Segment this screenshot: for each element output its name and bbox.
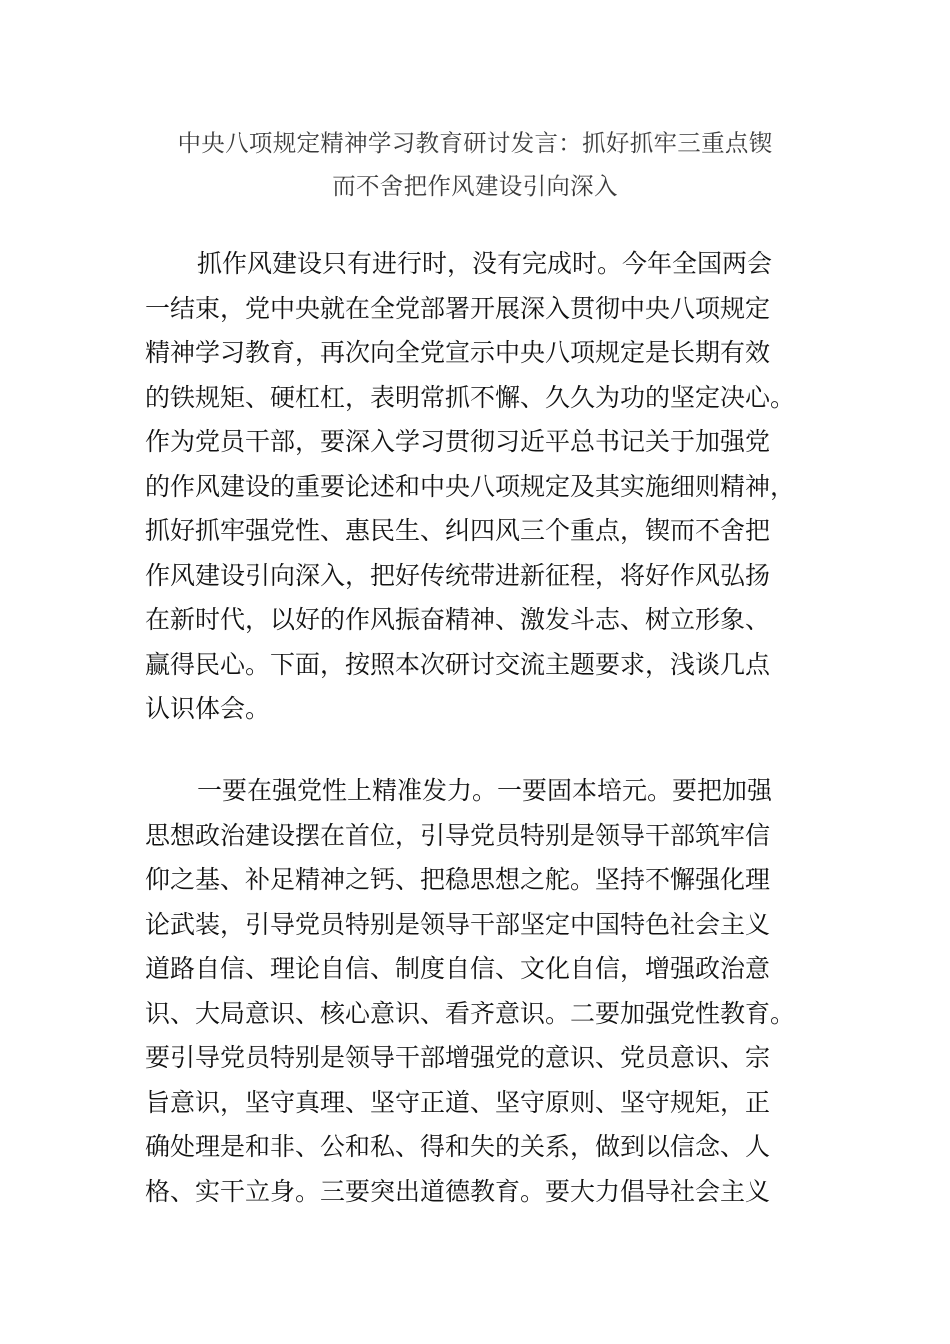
- paragraph-line: 精神学习教育，再次向全党宣示中央八项规定是长期有效: [145, 338, 771, 367]
- paragraph-line: 赢得民心。下面，按照本次研讨交流主题要求，浅谈几点: [145, 649, 771, 679]
- paragraph-line: 确处理是和非、公和私、得和失的关系，做到以信念、人: [145, 1132, 771, 1161]
- paragraph-line: 道路自信、理论自信、制度自信、文化自信，增强政治意: [145, 954, 771, 983]
- paragraph-line: 旨意识，坚守真理、坚守正道、坚守原则、坚守规矩，正: [145, 1087, 771, 1117]
- title-line-1: 中央八项规定精神学习教育研讨发言：抓好抓牢三重点锲: [177, 129, 773, 157]
- paragraph-line: 一结束，党中央就在全党部署开展深入贯彻中央八项规定: [145, 293, 771, 323]
- paragraph-line: 仰之基、补足精神之钙、把稳思想之舵。坚持不懈强化理: [145, 865, 771, 894]
- paragraph-line: 作为党员干部，要深入学习贯彻习近平总书记关于加强党: [145, 427, 771, 456]
- paragraph-line: 的作风建设的重要论述和中央八项规定及其实施细则精神，: [145, 471, 796, 501]
- paragraph-line: 一要在强党性上精准发力。一要固本培元。要把加强: [197, 776, 773, 805]
- document-title: [140, 122, 810, 208]
- paragraph-line: 在新时代，以好的作风振奋精神、激发斗志、树立形象、: [145, 605, 771, 634]
- title-line-2: 而不舍把作风建设引向深入: [332, 172, 618, 200]
- paragraph-line: 格、实干立身。三要突出道德教育。要大力倡导社会主义: [145, 1176, 771, 1206]
- paragraph-line: 识、大局意识、核心意识、看齐意识。二要加强党性教育。: [145, 998, 796, 1028]
- paragraph-line: 的铁规矩、硬杠杠，表明常抓不懈、久久为功的坚定决心。: [145, 382, 796, 412]
- paragraph-line: 要引导党员特别是领导干部增强党的意识、党员意识、宗: [145, 1043, 771, 1072]
- paragraph-section-1: [145, 769, 825, 1214]
- paragraph-line: 认识体会。: [145, 694, 271, 723]
- paragraph-line: 作风建设引向深入，把好传统带进新征程，将好作风弘扬: [145, 560, 771, 590]
- paragraph-line: 论武装，引导党员特别是领导干部坚定中国特色社会主义: [145, 909, 771, 939]
- paragraph-intro: [145, 242, 825, 732]
- paragraph-line: 思想政治建设摆在首位，引导党员特别是领导干部筑牢信: [145, 820, 771, 850]
- paragraph-line: 抓好抓牢强党性、惠民生、纠四风三个重点，锲而不舍把: [145, 516, 771, 545]
- paragraph-line: 抓作风建设只有进行时，没有完成时。今年全国两会: [197, 249, 773, 278]
